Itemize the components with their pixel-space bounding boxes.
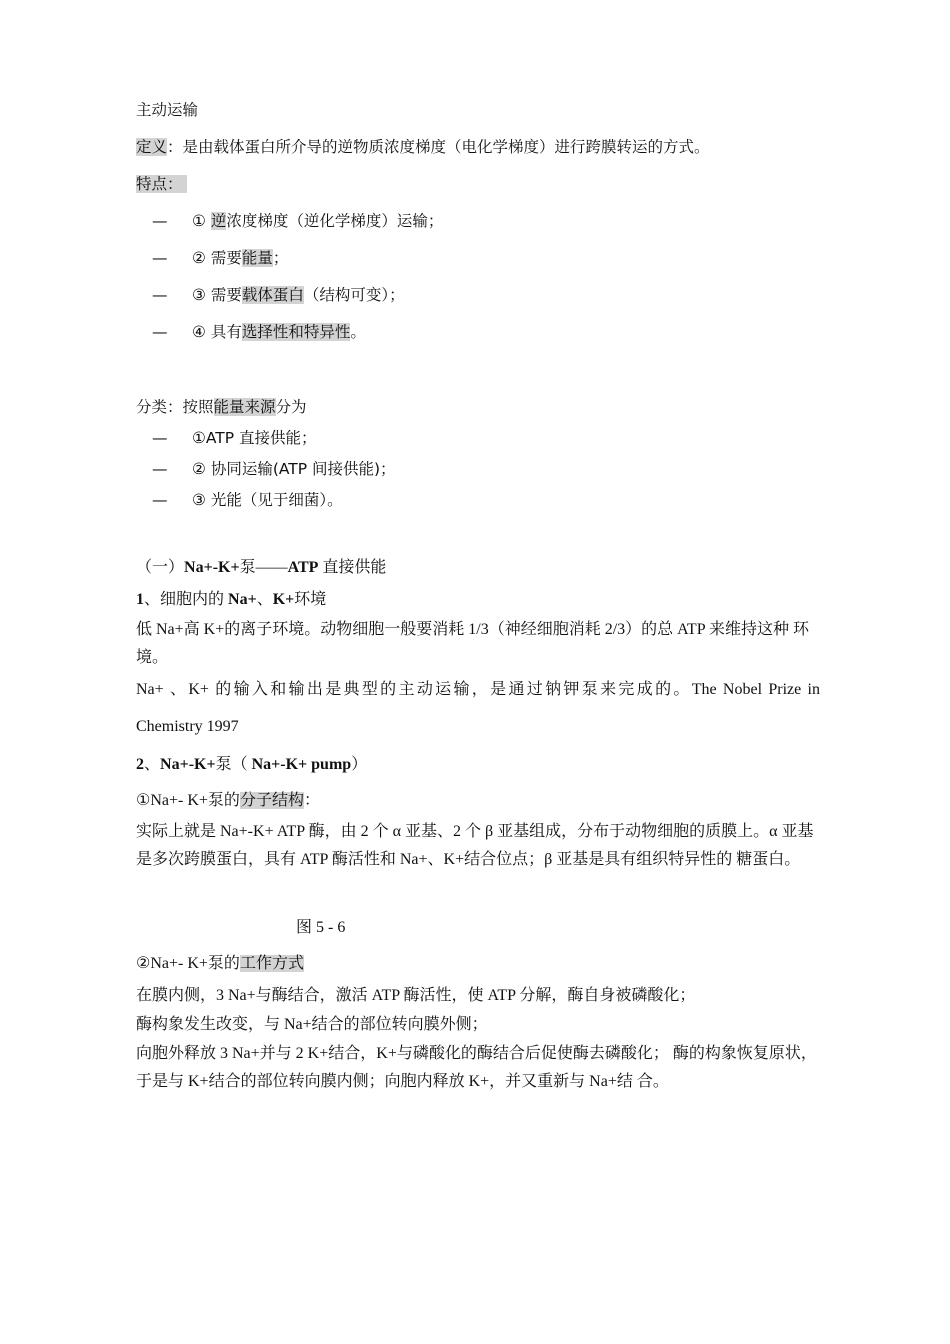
features-label: 特点： bbox=[136, 175, 187, 193]
feature-highlight: 逆 bbox=[210, 212, 227, 230]
features-heading bbox=[136, 174, 187, 194]
work-highlight: 工作方式 bbox=[239, 955, 304, 972]
dash-bullet: — bbox=[152, 491, 168, 509]
classification-text: ①ATP 直接供能； bbox=[192, 429, 317, 447]
section-bold-2: ATP bbox=[287, 559, 319, 576]
feature-suffix: 。 bbox=[350, 323, 366, 341]
section-heading-1 bbox=[136, 558, 386, 578]
classification-text: ③ 光能（见于细菌）。 bbox=[192, 491, 343, 509]
structure-prefix: ①Na+- K+泵的 bbox=[136, 792, 240, 809]
work-step-1: 在膜内侧，3 Na+与酶结合，激活 ATP 酶活性，使 ATP 分解，酶自身被磷酸化； bbox=[136, 987, 696, 1004]
subheading-number: 1 bbox=[136, 591, 144, 608]
feature-item-3 bbox=[152, 285, 405, 305]
dash-bullet: — bbox=[152, 286, 168, 304]
subheading-bold-2: K+ bbox=[272, 591, 295, 608]
feature-highlight: 选择性和特异性 bbox=[241, 323, 351, 341]
subheading-bold: Na+ bbox=[228, 591, 257, 608]
subheading-number: 2 bbox=[136, 756, 144, 773]
feature-suffix: ； bbox=[272, 249, 289, 267]
subheading-text-2: 、 bbox=[256, 591, 273, 608]
paragraph-structure: 实际上就是 Na+-K+ ATP 酶，由 2 个 α 亚基、2 个 β 亚基组成，分布于动物细胞的质膜上。α 亚基是多次跨膜蛋白，具有 ATP 酶活性和 Na+、K+结合位点；β 亚基是具有组织特异性的 糖蛋白。 bbox=[136, 823, 814, 868]
feature-prefix: ② 需要 bbox=[192, 249, 242, 267]
work-heading bbox=[136, 954, 304, 974]
definition-text: ：是由载体蛋白所介导的逆物质浓度梯度（电化学梯度）进行跨膜转运的方式。 bbox=[167, 138, 710, 156]
classification-heading bbox=[136, 397, 307, 417]
section-prefix: （一） bbox=[136, 559, 185, 576]
section-mid: 泵—— bbox=[239, 559, 288, 576]
subheading-text-2: 泵（ bbox=[215, 756, 252, 773]
feature-item-1 bbox=[152, 211, 443, 231]
paragraph-ion-environment: 低 Na+高 K+的离子环境。动物细胞一般要消耗 1/3（神经细胞消耗 2/3）的总 ATP 来维持这种 环境。 bbox=[136, 621, 810, 666]
structure-suffix: ： bbox=[303, 792, 320, 809]
dash-bullet: — bbox=[152, 249, 168, 267]
feature-prefix: ④ 具有 bbox=[192, 323, 242, 341]
subheading-bold-2: Na+-K+ pump bbox=[251, 756, 352, 773]
classification-item-2 bbox=[152, 459, 396, 479]
feature-item-2 bbox=[152, 248, 288, 268]
feature-item-4 bbox=[152, 322, 366, 342]
subheading-text: 、 bbox=[144, 756, 161, 773]
dash-bullet: — bbox=[152, 460, 168, 478]
section-bold: Na+-K+ bbox=[184, 559, 240, 576]
feature-highlight: 载体蛋白 bbox=[241, 286, 304, 304]
work-step-3: 向胞外释放 3 Na+并与 2 K+结合，K+与磷酸化的酶结合后促使酶去磷酸化； 酶的构象恢复原状，于是与 K+结合的部位转向膜内侧；向胞内释放 K+，并又重新与 Na+结 合。 bbox=[136, 1045, 817, 1090]
dash-bullet: — bbox=[152, 429, 168, 447]
feature-prefix: ③ 需要 bbox=[192, 286, 242, 304]
structure-heading bbox=[136, 791, 320, 811]
feature-highlight: 能量 bbox=[241, 249, 273, 267]
classification-suffix: 分为 bbox=[275, 398, 307, 416]
definition-line bbox=[136, 137, 710, 157]
subheading-1 bbox=[136, 590, 326, 610]
classification-item-1 bbox=[152, 428, 317, 448]
classification-text: ② 协同运输(ATP 间接供能)； bbox=[192, 460, 396, 478]
structure-highlight: 分子结构 bbox=[239, 792, 304, 809]
dash-bullet: — bbox=[152, 212, 168, 230]
subheading-text: 、细胞内的 bbox=[144, 591, 229, 608]
subheading-2 bbox=[136, 755, 367, 775]
classification-prefix: 分类：按照 bbox=[136, 398, 214, 416]
subheading-text-3: 环境 bbox=[294, 591, 327, 608]
definition-label: 定义 bbox=[136, 138, 168, 156]
classification-item-3 bbox=[152, 490, 343, 510]
paragraph-transport-line-2: Chemistry 1997 bbox=[136, 718, 239, 735]
dash-bullet: — bbox=[152, 323, 168, 341]
figure-caption: 图 5 - 6 bbox=[296, 919, 346, 936]
section-suffix: 直接供能 bbox=[318, 559, 387, 576]
feature-suffix: （结构可变）； bbox=[303, 286, 405, 304]
subheading-bold: Na+-K+ bbox=[160, 756, 216, 773]
feature-prefix: ① bbox=[192, 212, 211, 230]
paragraph-transport-line-1: Na+ 、K+ 的输入和输出是典型的主动运输，是通过钠钾泵来完成的。The Nobel Prize in bbox=[136, 681, 820, 698]
feature-suffix: 浓度梯度（逆化学梯度）运输； bbox=[226, 212, 444, 230]
subheading-text-3: ） bbox=[351, 756, 368, 773]
work-prefix: ②Na+- K+泵的 bbox=[136, 955, 240, 972]
work-step-2: 酶构象发生改变，与 Na+结合的部位转向膜外侧； bbox=[136, 1016, 488, 1033]
page-title: 主动运输 bbox=[136, 101, 199, 119]
classification-highlight: 能量来源 bbox=[213, 398, 276, 416]
